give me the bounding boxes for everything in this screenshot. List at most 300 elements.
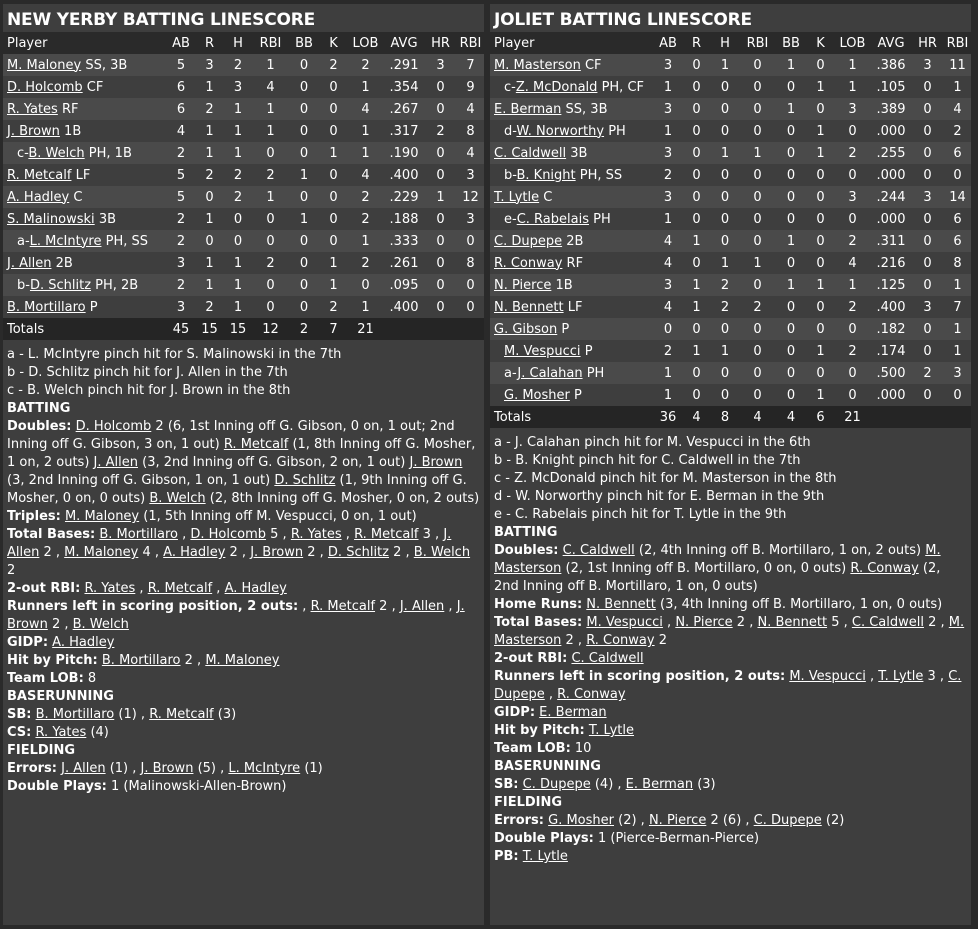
player-link[interactable]: N. Pierce bbox=[648, 813, 707, 828]
player-cell bbox=[490, 98, 653, 120]
stat-cell: 3 bbox=[166, 296, 196, 318]
player-link[interactable]: R. Conway bbox=[557, 687, 626, 702]
table-row bbox=[490, 164, 971, 186]
player-link[interactable]: Z. McDonald bbox=[515, 79, 598, 95]
player-link[interactable]: R. Conway bbox=[850, 561, 919, 576]
stat-cell: 0 bbox=[740, 318, 775, 340]
stat-text: 2 (6) , bbox=[706, 813, 754, 828]
stat-cell: .400 bbox=[384, 164, 424, 186]
stat-cell: 0 bbox=[710, 120, 740, 142]
stat-cell: 1 bbox=[653, 76, 683, 98]
player-link[interactable]: E. Berman bbox=[494, 101, 562, 117]
player-link[interactable]: M. Maloney bbox=[7, 57, 82, 73]
player-cell bbox=[3, 120, 166, 142]
stat-cell: 0 bbox=[775, 384, 807, 406]
stat-cell: 1 bbox=[320, 252, 347, 274]
stat-text: 2 bbox=[654, 633, 667, 648]
stat-cell: 2 bbox=[347, 252, 384, 274]
player-link[interactable]: D. Holcomb bbox=[190, 527, 267, 542]
table-row bbox=[3, 142, 484, 164]
notes-area bbox=[490, 428, 971, 866]
column-header-rbi: RBI bbox=[253, 32, 288, 54]
player-link[interactable]: L. McIntyre bbox=[228, 761, 301, 776]
player-link[interactable]: J. Allen bbox=[7, 527, 452, 560]
player-link[interactable]: B. Welch bbox=[149, 491, 206, 506]
stat-cell: 0 bbox=[424, 230, 457, 252]
player-link[interactable]: G. Mosher bbox=[504, 387, 570, 403]
total-cell: 15 bbox=[196, 318, 223, 340]
player-position: 1B bbox=[555, 277, 573, 293]
stat-line bbox=[7, 526, 480, 580]
stat-cell: 4 bbox=[166, 120, 196, 142]
stat-cell: .105 bbox=[871, 76, 911, 98]
player-link[interactable]: R. Metcalf bbox=[310, 599, 376, 614]
player-link[interactable]: J. Allen bbox=[399, 599, 445, 614]
stat-label: Total Bases: bbox=[7, 527, 96, 542]
player-link[interactable]: M. Maloney bbox=[64, 509, 140, 524]
stat-cell: .311 bbox=[871, 230, 911, 252]
stat-cell: 2 bbox=[710, 274, 740, 296]
stat-cell: 0 bbox=[457, 296, 484, 318]
player-position: PH bbox=[586, 365, 605, 381]
player-link[interactable]: M. Vespucci bbox=[504, 343, 581, 359]
player-link[interactable]: M. Vespucci bbox=[789, 669, 866, 684]
player-link[interactable]: D. Schlitz bbox=[29, 277, 92, 293]
totals-label: Totals bbox=[3, 318, 166, 340]
stat-label: 2-out RBI: bbox=[494, 651, 568, 666]
player-link[interactable]: R. Metcalf bbox=[354, 527, 419, 542]
stat-cell: .386 bbox=[871, 54, 911, 76]
total-cell: 15 bbox=[223, 318, 253, 340]
player-link[interactable]: B. Knight bbox=[516, 167, 576, 183]
stat-cell: 1 bbox=[834, 54, 871, 76]
stat-cell: 0 bbox=[320, 98, 347, 120]
stat-cell: 0 bbox=[740, 164, 775, 186]
player-position: SS, 3B bbox=[85, 57, 128, 73]
stat-cell: 2 bbox=[223, 186, 253, 208]
player-link[interactable]: D. Schlitz bbox=[327, 545, 389, 560]
stat-line bbox=[7, 418, 480, 508]
player-link[interactable]: R. Metcalf bbox=[223, 437, 289, 452]
player-link[interactable]: E. Berman bbox=[625, 777, 694, 792]
table-row bbox=[490, 98, 971, 120]
stat-cell: 0 bbox=[740, 384, 775, 406]
player-link[interactable]: J. Brown bbox=[250, 545, 304, 560]
player-link[interactable]: N. Pierce bbox=[494, 277, 552, 293]
stat-text: 2 (6, 1st Inning off G. Gibson, 0 on, 1 out; 2nd Inning off G. Gibson, 3 on, 1 out) bbox=[7, 419, 455, 452]
player-position: PH, 2B bbox=[95, 277, 139, 293]
player-cell bbox=[3, 230, 166, 252]
table-row bbox=[490, 384, 971, 406]
column-header-h: H bbox=[223, 32, 253, 54]
player-link[interactable]: C. Dupepe bbox=[494, 233, 563, 249]
player-link[interactable]: C. Rabelais bbox=[516, 211, 589, 227]
player-link[interactable]: J. Allen bbox=[61, 761, 106, 776]
player-link[interactable]: G. Gibson bbox=[494, 321, 558, 337]
stat-label: Doubles: bbox=[7, 419, 72, 434]
player-link[interactable]: N. Bennett bbox=[494, 299, 564, 315]
stat-cell: 3 bbox=[653, 54, 683, 76]
table-row bbox=[3, 98, 484, 120]
column-header-k: K bbox=[320, 32, 347, 54]
table-row bbox=[3, 120, 484, 142]
player-cell bbox=[490, 76, 653, 98]
stat-cell: 1 bbox=[347, 76, 384, 98]
stat-cell: 0 bbox=[683, 76, 710, 98]
stat-line bbox=[494, 812, 967, 830]
player-link[interactable]: J. Brown bbox=[140, 761, 194, 776]
stat-cell: 1 bbox=[834, 76, 871, 98]
player-link[interactable]: T. Lytle bbox=[588, 723, 635, 738]
column-header-player: Player bbox=[3, 32, 166, 54]
total-cell: 45 bbox=[166, 318, 196, 340]
stat-cell: 8 bbox=[944, 252, 971, 274]
section-heading: FIELDING bbox=[7, 743, 76, 758]
player-link[interactable]: G. Mosher bbox=[548, 813, 614, 828]
player-link[interactable]: J. Calahan bbox=[517, 365, 583, 381]
player-cell bbox=[3, 164, 166, 186]
stat-cell: 4 bbox=[347, 164, 384, 186]
table-row bbox=[490, 362, 971, 384]
stat-cell: 1 bbox=[288, 164, 320, 186]
stat-cell: 0 bbox=[223, 230, 253, 252]
stat-cell: 0 bbox=[683, 120, 710, 142]
stat-cell: 0 bbox=[457, 274, 484, 296]
stat-cell: 0 bbox=[320, 164, 347, 186]
stat-cell: 2 bbox=[347, 186, 384, 208]
stat-cell: 2 bbox=[166, 142, 196, 164]
column-header-bb: BB bbox=[775, 32, 807, 54]
sub-prefix: d- bbox=[504, 123, 517, 139]
player-position: 3B bbox=[98, 211, 117, 227]
stat-cell: 0 bbox=[807, 362, 834, 384]
player-link[interactable]: R. Metcalf bbox=[147, 581, 213, 596]
stat-cell: .317 bbox=[384, 120, 424, 142]
player-link[interactable]: A. Hadley bbox=[7, 189, 70, 205]
stat-cell: 3 bbox=[424, 54, 457, 76]
total-cell: 2 bbox=[288, 318, 320, 340]
player-link[interactable]: D. Schlitz bbox=[274, 473, 336, 488]
player-link[interactable]: T. Lytle bbox=[494, 189, 540, 205]
stat-text: 2 , bbox=[47, 617, 73, 632]
stat-text: , bbox=[298, 599, 311, 614]
stat-cell: .182 bbox=[871, 318, 911, 340]
stat-line bbox=[7, 724, 480, 742]
player-link[interactable]: R. Conway bbox=[494, 255, 563, 271]
player-position: 1B bbox=[64, 123, 82, 139]
table-row bbox=[3, 164, 484, 186]
stat-cell: 5 bbox=[166, 186, 196, 208]
stat-text: 2 , bbox=[732, 615, 758, 630]
stat-text: 3 , bbox=[923, 669, 949, 684]
player-link[interactable]: R. Yates bbox=[84, 581, 136, 596]
player-link[interactable]: C. Caldwell bbox=[562, 543, 635, 558]
player-position: 2B bbox=[566, 233, 584, 249]
stat-label: Team LOB: bbox=[494, 741, 571, 756]
stat-cell: 0 bbox=[424, 208, 457, 230]
player-position: RF bbox=[61, 101, 79, 117]
table-row bbox=[3, 252, 484, 274]
stat-cell: 1 bbox=[944, 274, 971, 296]
stat-text: (1, 9th Inning off G. Mosher, 0 on, 0 outs) bbox=[7, 473, 467, 506]
stat-cell: 0 bbox=[911, 384, 944, 406]
stat-cell: 0 bbox=[807, 98, 834, 120]
stat-cell: 2 bbox=[320, 54, 347, 76]
player-link[interactable]: L. McIntyre bbox=[29, 233, 102, 249]
stat-cell: 0 bbox=[424, 252, 457, 274]
player-link[interactable]: A. Hadley bbox=[52, 635, 115, 650]
total-cell: 21 bbox=[347, 318, 384, 340]
player-cell bbox=[490, 296, 653, 318]
table-row bbox=[490, 230, 971, 252]
player-link[interactable]: R. Conway bbox=[586, 633, 655, 648]
stat-cell: 1 bbox=[253, 98, 288, 120]
player-link[interactable]: M. Masterson bbox=[494, 57, 581, 73]
player-link[interactable]: M. Maloney bbox=[205, 653, 280, 668]
stat-cell: 1 bbox=[347, 142, 384, 164]
player-link[interactable]: B. Mortillaro bbox=[35, 707, 115, 722]
stat-cell: 0 bbox=[223, 208, 253, 230]
player-link[interactable]: B. Mortillaro bbox=[101, 653, 181, 668]
stat-cell: 2 bbox=[166, 208, 196, 230]
stat-cell: .354 bbox=[384, 76, 424, 98]
stat-cell: 1 bbox=[683, 274, 710, 296]
stat-text: 2 , bbox=[923, 615, 949, 630]
stat-cell: 0 bbox=[288, 274, 320, 296]
stat-cell: 2 bbox=[196, 98, 223, 120]
player-link[interactable]: R. Metcalf bbox=[149, 707, 214, 722]
stat-cell: 1 bbox=[710, 340, 740, 362]
stat-cell: 9 bbox=[457, 76, 484, 98]
stat-cell: .229 bbox=[384, 186, 424, 208]
player-link[interactable]: C. Caldwell bbox=[494, 145, 567, 161]
player-position: PH, SS bbox=[105, 233, 148, 249]
stat-cell: 0 bbox=[288, 98, 320, 120]
linescore-table bbox=[490, 32, 971, 428]
stat-cell: 6 bbox=[166, 98, 196, 120]
player-link[interactable]: B. Welch bbox=[413, 545, 471, 560]
player-link[interactable]: C. Dupepe bbox=[522, 777, 591, 792]
player-link[interactable]: D. Holcomb bbox=[7, 79, 83, 95]
footnote: b - B. Knight pinch hit for C. Caldwell in the 7th bbox=[494, 453, 801, 468]
stat-label: PB: bbox=[494, 849, 519, 864]
stat-section bbox=[7, 400, 480, 688]
stat-cell: 4 bbox=[944, 98, 971, 120]
stat-text: (2, 8th Inning off G. Mosher, 0 on, 2 outs) bbox=[205, 491, 480, 506]
stat-section bbox=[494, 758, 967, 794]
stat-cell: 0 bbox=[834, 362, 871, 384]
player-link[interactable]: B. Welch bbox=[28, 145, 85, 161]
player-position: PH, CF bbox=[601, 79, 644, 95]
stat-cell: 2 bbox=[347, 208, 384, 230]
stat-cell: 0 bbox=[834, 384, 871, 406]
player-cell bbox=[490, 252, 653, 274]
stat-label: Double Plays: bbox=[7, 779, 107, 794]
player-link[interactable]: M. Masterson bbox=[494, 543, 941, 576]
stat-section bbox=[7, 688, 480, 742]
player-cell bbox=[490, 186, 653, 208]
player-link[interactable]: N. Bennett bbox=[586, 597, 656, 612]
player-link[interactable]: J. Allen bbox=[93, 455, 138, 470]
player-link[interactable]: R. Yates bbox=[290, 527, 342, 542]
stat-cell: 11 bbox=[944, 54, 971, 76]
stat-cell: 0 bbox=[288, 186, 320, 208]
stat-cell: 0 bbox=[424, 142, 457, 164]
stat-cell: 4 bbox=[457, 98, 484, 120]
player-link[interactable]: N. Bennett bbox=[757, 615, 828, 630]
total-cell: 8 bbox=[710, 406, 740, 428]
column-header-avg: AVG bbox=[871, 32, 911, 54]
player-link[interactable]: T. Lytle bbox=[878, 669, 924, 684]
player-link[interactable]: C. Dupepe bbox=[494, 669, 962, 702]
stat-label: 2-out RBI: bbox=[7, 581, 81, 596]
table-row bbox=[490, 208, 971, 230]
player-link[interactable]: N. Pierce bbox=[675, 615, 733, 630]
player-link[interactable]: A. Hadley bbox=[224, 581, 287, 596]
player-link[interactable]: M. Maloney bbox=[64, 545, 139, 560]
stat-cell: 0 bbox=[740, 208, 775, 230]
column-header-hr: HR bbox=[424, 32, 457, 54]
stat-cell: 0 bbox=[807, 164, 834, 186]
stat-line bbox=[494, 596, 967, 614]
stat-cell: 0 bbox=[288, 76, 320, 98]
stat-cell: .000 bbox=[871, 384, 911, 406]
player-link[interactable]: W. Norworthy bbox=[516, 123, 605, 139]
total-cell bbox=[944, 406, 971, 428]
stat-cell: 0 bbox=[807, 318, 834, 340]
player-link[interactable]: R. Yates bbox=[35, 725, 87, 740]
stat-cell: 1 bbox=[253, 54, 288, 76]
stat-cell: 1 bbox=[740, 252, 775, 274]
table-row bbox=[490, 274, 971, 296]
stat-cell: 0 bbox=[834, 208, 871, 230]
stat-line bbox=[494, 704, 967, 722]
player-link[interactable]: J. Brown bbox=[7, 599, 465, 632]
player-position: P bbox=[574, 387, 582, 403]
player-link[interactable]: R. Yates bbox=[7, 101, 58, 117]
player-position: P bbox=[89, 299, 98, 315]
stat-cell: .400 bbox=[384, 296, 424, 318]
stat-cell: 1 bbox=[710, 252, 740, 274]
stat-cell: 0 bbox=[253, 296, 288, 318]
stat-cell: 0 bbox=[775, 208, 807, 230]
stat-cell: 1 bbox=[807, 274, 834, 296]
stat-cell: .500 bbox=[871, 362, 911, 384]
stat-cell: 1 bbox=[653, 120, 683, 142]
stat-cell: 0 bbox=[253, 274, 288, 296]
player-link[interactable]: D. Holcomb bbox=[75, 419, 152, 434]
stat-cell: 0 bbox=[253, 142, 288, 164]
player-link[interactable]: M. Vespucci bbox=[586, 615, 663, 630]
sub-prefix: c- bbox=[504, 79, 516, 95]
player-link[interactable]: B. Mortillaro bbox=[7, 299, 86, 315]
table-row bbox=[490, 186, 971, 208]
total-cell: 36 bbox=[653, 406, 683, 428]
stat-cell: 3 bbox=[911, 186, 944, 208]
stat-cell: 1 bbox=[223, 296, 253, 318]
stat-cell: 1 bbox=[740, 142, 775, 164]
stat-cell: 0 bbox=[807, 252, 834, 274]
player-link[interactable]: S. Malinowski bbox=[7, 211, 95, 227]
player-link[interactable]: J. Brown bbox=[7, 123, 60, 139]
player-cell bbox=[490, 230, 653, 252]
stat-cell: 2 bbox=[710, 296, 740, 318]
table-row bbox=[490, 120, 971, 142]
stat-cell: 3 bbox=[457, 208, 484, 230]
stat-cell: 1 bbox=[775, 98, 807, 120]
stat-text: (2) bbox=[821, 813, 845, 828]
table-row bbox=[3, 296, 484, 318]
stat-cell: 3 bbox=[196, 54, 223, 76]
stat-cell: 5 bbox=[166, 54, 196, 76]
stat-cell: 1 bbox=[253, 186, 288, 208]
sub-prefix: b- bbox=[504, 167, 517, 183]
player-link[interactable]: M. Masterson bbox=[494, 615, 965, 648]
stat-cell: 3 bbox=[911, 296, 944, 318]
stat-cell: 0 bbox=[834, 120, 871, 142]
column-header-lob: LOB bbox=[834, 32, 871, 54]
player-link[interactable]: A. Hadley bbox=[163, 545, 226, 560]
total-cell: 4 bbox=[775, 406, 807, 428]
player-link[interactable]: T. Lytle bbox=[522, 849, 568, 864]
player-link[interactable]: R. Metcalf bbox=[7, 167, 72, 183]
player-link[interactable]: E. Berman bbox=[539, 705, 607, 720]
player-link[interactable]: J. Brown bbox=[409, 455, 463, 470]
column-header-r: R bbox=[683, 32, 710, 54]
stat-cell: 1 bbox=[807, 142, 834, 164]
sub-prefix: c- bbox=[17, 145, 29, 161]
player-link[interactable]: J. Allen bbox=[7, 255, 52, 271]
player-position: PH bbox=[593, 211, 611, 227]
stat-cell: .255 bbox=[871, 142, 911, 164]
stat-cell: 0 bbox=[710, 362, 740, 384]
stat-cell: 8 bbox=[457, 252, 484, 274]
player-link[interactable]: B. Mortillaro bbox=[99, 527, 178, 542]
player-link[interactable]: C. Dupepe bbox=[753, 813, 822, 828]
linescore-table bbox=[3, 32, 484, 340]
stat-label: GIDP: bbox=[7, 635, 49, 650]
player-link[interactable]: B. Welch bbox=[72, 617, 129, 632]
column-header-ab: AB bbox=[166, 32, 196, 54]
stat-cell: .267 bbox=[384, 98, 424, 120]
player-link[interactable]: C. Caldwell bbox=[851, 615, 924, 630]
stat-text: 2 , bbox=[375, 599, 400, 614]
stat-cell: 3 bbox=[653, 186, 683, 208]
player-position: 2B bbox=[55, 255, 73, 271]
stat-text: (1, 5th Inning off M. Vespucci, 0 on, 1 out) bbox=[139, 509, 417, 524]
player-link[interactable]: C. Caldwell bbox=[571, 651, 644, 666]
stat-cell: 0 bbox=[683, 186, 710, 208]
stat-cell: 2 bbox=[653, 340, 683, 362]
table-row bbox=[490, 318, 971, 340]
player-position: SS, 3B bbox=[565, 101, 608, 117]
stat-cell: 0 bbox=[911, 98, 944, 120]
stat-cell: 0 bbox=[710, 230, 740, 252]
player-cell bbox=[490, 340, 653, 362]
stat-cell: 14 bbox=[944, 186, 971, 208]
stat-cell: 3 bbox=[457, 164, 484, 186]
total-cell bbox=[457, 318, 484, 340]
stat-cell: 1 bbox=[253, 120, 288, 142]
stat-cell: 2 bbox=[166, 230, 196, 252]
stat-cell: 0 bbox=[775, 318, 807, 340]
stat-cell: 2 bbox=[196, 296, 223, 318]
stat-cell: 1 bbox=[944, 76, 971, 98]
stat-cell: 0 bbox=[911, 76, 944, 98]
stat-cell: 2 bbox=[834, 142, 871, 164]
table-row bbox=[3, 274, 484, 296]
stat-cell: 0 bbox=[775, 164, 807, 186]
